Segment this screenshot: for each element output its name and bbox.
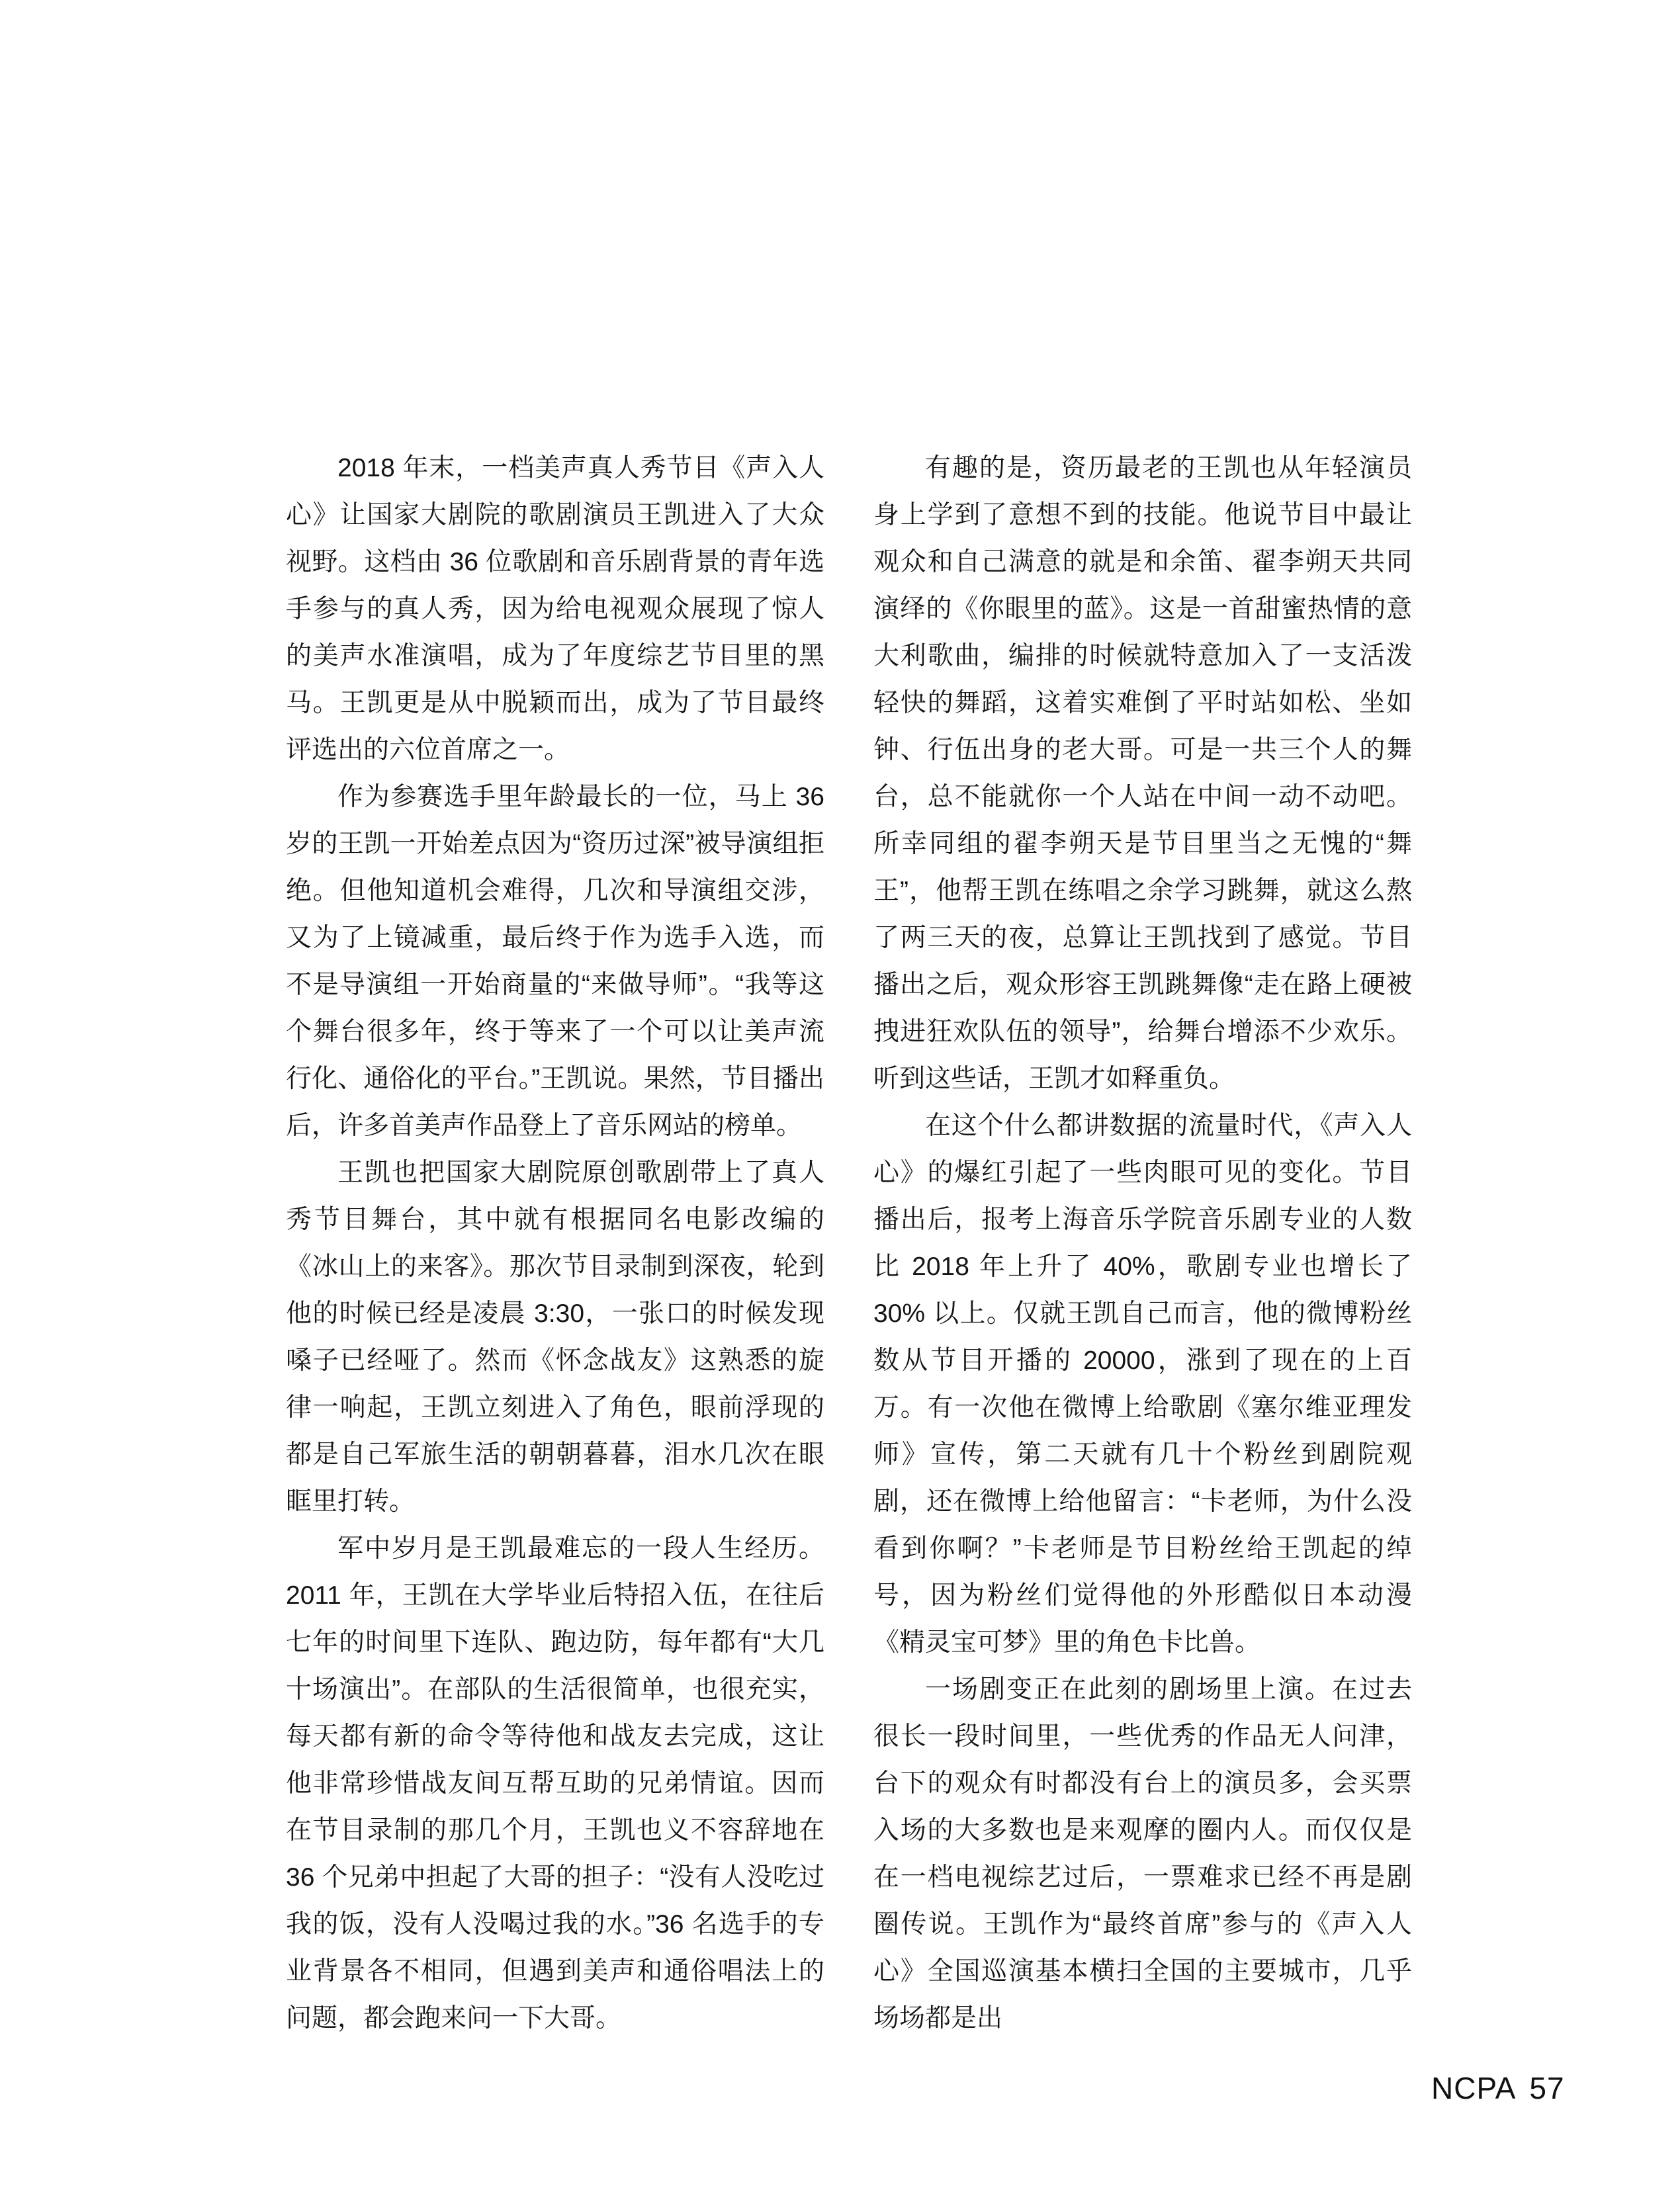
paragraph-left-2: 作为参赛选手里年龄最长的一位，马上 36 岁的王凯一开始差点因为“资历过深”被导演组拒绝。但他知道机会难得，几次和导演组交涉，又为了上镜减重，最后终于作为选手入选，而不是导演组一开始商量的“来做导师”。“我等这个舞台很多年，终于等来了一个可以让美声流行化、通俗化的平台。”王凯说。果然，节目播出后，许多首美声作品登上了音乐网站的榜单。 bbox=[286, 783, 824, 1140]
paragraph-left-3: 王凯也把国家大剧院原创歌剧带上了真人秀节目舞台，其中就有根据同名电影改编的《冰山上的来客》。那次节目录制到深夜，轮到他的时候已经是凌晨 3:30，一张口的时候发现嗓子已经哑了。然而《怀念战友》这熟悉的旋律一响起，王凯立刻进入了角色，眼前浮现的都是自己军旅生活的朝朝暮暮，泪水几次在眼眶里打转。 bbox=[286, 1159, 824, 1516]
footer-brand: NCPA bbox=[1431, 2071, 1517, 2105]
footer-page-number: 57 bbox=[1529, 2071, 1565, 2105]
article-left-column bbox=[286, 445, 824, 2042]
paragraph-right-3: 一场剧变正在此刻的剧场里上演。在过去很长一段时间里，一些优秀的作品无人问津，台下的观众有时都没有台上的演员多，会买票入场的大多数也是来观摩的圈内人。而仅仅是在一档电视综艺过后，一票难求已经不再是剧圈传说。王凯作为“最终首席”参与的《声入人心》全国巡演基本横扫全国的主要城市，几乎场场都是出 bbox=[873, 1675, 1412, 2033]
paragraph-left-1: 2018 年末，一档美声真人秀节目《声入人心》让国家大剧院的歌剧演员王凯进入了大众视野。这档由 36 位歌剧和音乐剧背景的青年选手参与的真人秀，因为给电视观众展现了惊人的美声水准演唱，成为了年度综艺节目里的黑马。王凯更是从中脱颖而出，成为了节目最终评选出的六位首席之一。 bbox=[286, 454, 824, 764]
paragraph-right-1: 有趣的是，资历最老的王凯也从年轻演员身上学到了意想不到的技能。他说节目中最让观众和自己满意的就是和余笛、翟李朔天共同演绎的《你眼里的蓝》。这是一首甜蜜热情的意大利歌曲，编排的时候就特意加入了一支活泼轻快的舞蹈，这着实难倒了平时站如松、坐如钟、行伍出身的老大哥。可是一共三个人的舞台，总不能就你一个人站在中间一动不动吧。所幸同组的翟李朔天是节目里当之无愧的“舞王”，他帮王凯在练唱之余学习跳舞，就这么熬了两三天的夜，总算让王凯找到了感觉。节目播出之后，观众形容王凯跳舞像“走在路上硬被拽进狂欢队伍的领导”，给舞台增添不少欢乐。听到这些话，王凯才如释重负。 bbox=[873, 454, 1412, 1093]
page-footer bbox=[1431, 2073, 1565, 2103]
paragraph-right-2: 在这个什么都讲数据的流量时代，《声入人心》的爆红引起了一些肉眼可见的变化。节目播出后，报考上海音乐学院音乐剧专业的人数比 2018 年上升了 40%，歌剧专业也增长了 30% 以上。仅就王凯自己而言，他的微博粉丝数从节目开播的 20000，涨到了现在的上百万。有一次他在微博上给歌剧《塞尔维亚理发师》宣传，第二天就有几十个粉丝到剧院观剧，还在微博上给他留言：“卡老师，为什么没看到你啊？”卡老师是节目粉丝给王凯起的绰号，因为粉丝们觉得他的外形酷似日本动漫《精灵宝可梦》里的角色卡比兽。 bbox=[873, 1112, 1412, 1657]
paragraph-left-4: 军中岁月是王凯最难忘的一段人生经历。2011 年，王凯在大学毕业后特招入伍，在往后七年的时间里下连队、跑边防，每年都有“大几十场演出”。在部队的生活很简单，也很充实，每天都有新的命令等待他和战友去完成，这让他非常珍惜战友间互帮互助的兄弟情谊。因而在节目录制的那几个月，王凯也义不容辞地在 36 个兄弟中担起了大哥的担子：“没有人没吃过我的饭，没有人没喝过我的水。”36 名选手的专业背景各不相同，但遇到美声和通俗唱法上的问题，都会跑来问一下大哥。 bbox=[286, 1534, 824, 2033]
article-right-column bbox=[873, 445, 1412, 2042]
